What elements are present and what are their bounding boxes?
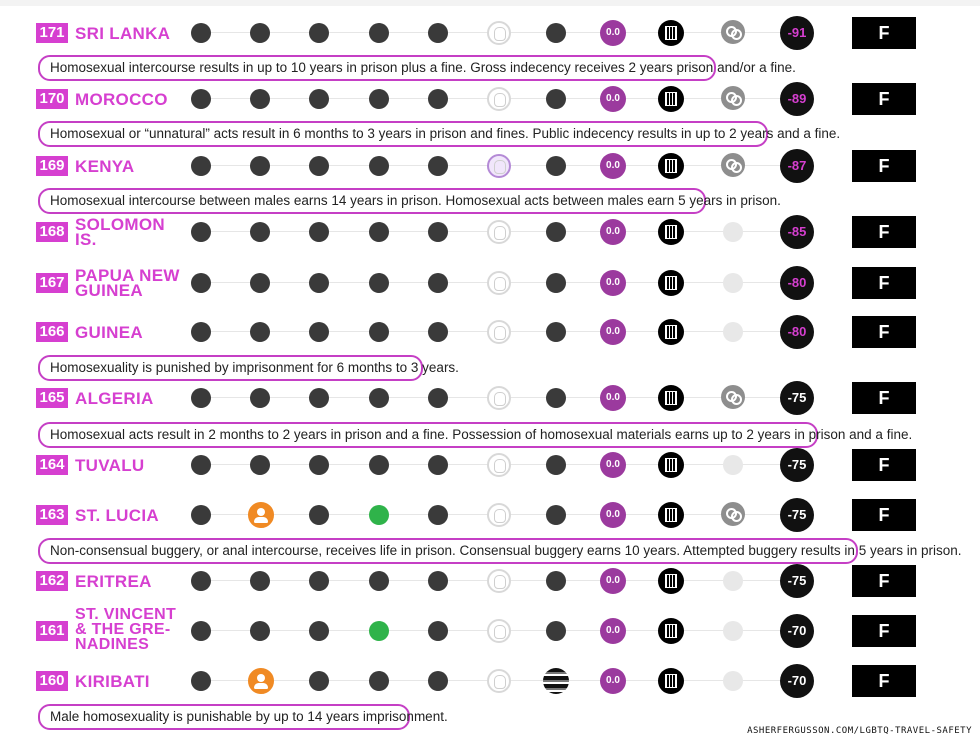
indicator-dot xyxy=(428,388,448,408)
score-zero-badge: 0.0 xyxy=(600,385,626,411)
indicator-dot xyxy=(369,23,389,43)
score-circle: -87 xyxy=(780,149,814,183)
indicator-dot xyxy=(250,89,270,109)
law-note: Homosexual or “unnatural” acts result in 6 months to 3 years in prison and fines. Public indecency results in up to 2 years and a fine. xyxy=(38,121,768,147)
indicator-dot xyxy=(191,322,211,342)
score-circle: -75 xyxy=(780,448,814,482)
indicator-dot xyxy=(428,89,448,109)
grade-box: F xyxy=(852,665,916,697)
score-zero-badge: 0.0 xyxy=(600,452,626,478)
indicator-dot xyxy=(428,322,448,342)
country-name: SOLOMON IS. xyxy=(75,215,165,249)
prison-icon xyxy=(658,153,684,179)
indicator-dot-empty xyxy=(723,571,743,591)
law-note: Homosexual intercourse results in up to 10 years in prison plus a fine. Gross indecency receives 2 years prison and/or a fine. xyxy=(38,55,716,81)
link-icon xyxy=(721,20,745,44)
indicator-dot xyxy=(309,571,329,591)
indicator-dot xyxy=(191,23,211,43)
indicator-dot xyxy=(428,222,448,242)
face-icon xyxy=(487,669,511,693)
score-zero-badge: 0.0 xyxy=(600,270,626,296)
country-name: MOROCCO xyxy=(75,89,168,109)
grade-box: F xyxy=(852,316,916,348)
indicator-dot xyxy=(250,571,270,591)
indicator-dot xyxy=(546,388,566,408)
indicator-dot xyxy=(191,156,211,176)
grade-box: F xyxy=(852,17,916,49)
indicator-dot xyxy=(191,222,211,242)
rank-badge: 163 xyxy=(36,505,68,525)
indicator-dot xyxy=(309,505,329,525)
indicator-dot-empty xyxy=(723,621,743,641)
score-circle: -91 xyxy=(780,16,814,50)
face-icon xyxy=(487,503,511,527)
law-note: Homosexuality is punished by imprisonment for 6 months to 3 years. xyxy=(38,355,423,381)
indicator-dot xyxy=(250,388,270,408)
score-zero-badge: 0.0 xyxy=(600,568,626,594)
indicator-dot xyxy=(250,273,270,293)
link-icon xyxy=(721,385,745,409)
rank-badge: 165 xyxy=(36,388,68,408)
indicator-dot xyxy=(428,156,448,176)
indicator-dot xyxy=(546,322,566,342)
score-circle: -70 xyxy=(780,614,814,648)
face-icon xyxy=(487,453,511,477)
country-name: ST. LUCIA xyxy=(75,505,159,525)
flag-stripes-icon xyxy=(543,668,569,694)
indicator-dot xyxy=(250,455,270,475)
country-row xyxy=(0,262,980,302)
grade-box: F xyxy=(852,499,916,531)
indicator-dot xyxy=(250,23,270,43)
score-zero-badge: 0.0 xyxy=(600,20,626,46)
country-name: KENYA xyxy=(75,156,135,176)
indicator-dot-empty xyxy=(723,671,743,691)
indicator-dot xyxy=(546,621,566,641)
indicator-dot xyxy=(309,322,329,342)
score-zero-badge: 0.0 xyxy=(600,153,626,179)
indicator-dot-empty xyxy=(723,222,743,242)
indicator-dot-empty xyxy=(723,455,743,475)
face-icon xyxy=(487,569,511,593)
indicator-dot xyxy=(546,222,566,242)
indicator-dot xyxy=(546,156,566,176)
person-icon xyxy=(248,668,274,694)
score-zero-badge: 0.0 xyxy=(600,319,626,345)
rank-badge: 167 xyxy=(36,273,68,293)
indicator-dot xyxy=(369,156,389,176)
indicator-dot xyxy=(309,89,329,109)
rank-badge: 170 xyxy=(36,89,68,109)
face-icon xyxy=(487,619,511,643)
indicator-dot xyxy=(369,455,389,475)
indicator-dot xyxy=(191,621,211,641)
score-circle: -80 xyxy=(780,315,814,349)
indicator-dot xyxy=(428,273,448,293)
prison-icon xyxy=(658,668,684,694)
rank-badge: 168 xyxy=(36,222,68,242)
indicator-dot xyxy=(309,273,329,293)
indicator-dot xyxy=(428,505,448,525)
link-icon xyxy=(721,502,745,526)
indicator-dot xyxy=(546,571,566,591)
indicator-dot xyxy=(369,322,389,342)
indicator-dot xyxy=(428,621,448,641)
prison-icon xyxy=(658,20,684,46)
indicator-dot xyxy=(191,571,211,591)
law-note: Homosexual acts result in 2 months to 2 years in prison and a fine. Possession of homosexual materials earns up to 2 years in prison and a fine. xyxy=(38,422,818,448)
face-icon xyxy=(487,154,511,178)
indicator-dot xyxy=(191,89,211,109)
indicator-dot-green xyxy=(369,621,389,641)
indicator-dot xyxy=(191,273,211,293)
score-zero-badge: 0.0 xyxy=(600,618,626,644)
face-icon xyxy=(487,21,511,45)
law-note: Homosexual intercourse between males earns 14 years in prison. Homosexual acts between males earn 5 years in prison. xyxy=(38,188,706,214)
indicator-dot xyxy=(309,388,329,408)
country-name: SRI LANKA xyxy=(75,23,171,43)
rank-badge: 162 xyxy=(36,571,68,591)
face-icon xyxy=(487,87,511,111)
indicator-dot xyxy=(369,222,389,242)
indicator-dot xyxy=(428,23,448,43)
score-zero-badge: 0.0 xyxy=(600,86,626,112)
prison-icon xyxy=(658,86,684,112)
law-note: Male homosexuality is punishable by up to 14 years imprisonment. xyxy=(38,704,410,730)
country-name: TUVALU xyxy=(75,455,145,475)
score-circle: -80 xyxy=(780,266,814,300)
prison-icon xyxy=(658,618,684,644)
grade-box: F xyxy=(852,216,916,248)
indicator-dot xyxy=(309,455,329,475)
prison-icon xyxy=(658,452,684,478)
indicator-dot xyxy=(428,571,448,591)
indicator-dot xyxy=(309,671,329,691)
country-row xyxy=(0,560,980,600)
indicator-dot xyxy=(369,273,389,293)
prison-icon xyxy=(658,319,684,345)
indicator-dot xyxy=(191,505,211,525)
country-name: ERITREA xyxy=(75,571,152,591)
indicator-dot-empty xyxy=(723,273,743,293)
grade-box: F xyxy=(852,83,916,115)
country-name: PAPUA NEW GUINEA xyxy=(75,266,180,300)
score-circle: -89 xyxy=(780,82,814,116)
indicator-dot xyxy=(309,222,329,242)
indicator-dot xyxy=(546,273,566,293)
indicator-dot xyxy=(309,23,329,43)
country-row xyxy=(0,660,980,700)
prison-icon xyxy=(658,568,684,594)
indicator-dot xyxy=(369,571,389,591)
indicator-dot xyxy=(191,388,211,408)
score-zero-badge: 0.0 xyxy=(600,219,626,245)
country-name: KIRIBATI xyxy=(75,671,150,691)
score-zero-badge: 0.0 xyxy=(600,668,626,694)
indicator-dot xyxy=(428,671,448,691)
grade-box: F xyxy=(852,565,916,597)
score-circle: -75 xyxy=(780,498,814,532)
country-row xyxy=(0,12,980,52)
person-icon xyxy=(248,502,274,528)
indicator-dot xyxy=(191,671,211,691)
indicator-dot xyxy=(369,89,389,109)
grade-box: F xyxy=(852,267,916,299)
prison-icon xyxy=(658,385,684,411)
score-circle: -85 xyxy=(780,215,814,249)
score-circle: -75 xyxy=(780,381,814,415)
indicator-dot xyxy=(309,621,329,641)
rank-badge: 160 xyxy=(36,671,68,691)
country-name: ALGERIA xyxy=(75,388,154,408)
indicator-dot xyxy=(250,222,270,242)
country-row xyxy=(0,444,980,484)
indicator-dot xyxy=(250,621,270,641)
score-circle: -75 xyxy=(780,564,814,598)
indicator-dot xyxy=(309,156,329,176)
link-icon xyxy=(721,86,745,110)
country-name: ST. VINCENT & THE GRE-NADINES xyxy=(75,605,177,653)
country-row xyxy=(0,211,980,251)
indicator-dot xyxy=(546,23,566,43)
score-circle: -70 xyxy=(780,664,814,698)
indicator-dot xyxy=(546,505,566,525)
face-icon xyxy=(487,220,511,244)
indicator-dot xyxy=(250,156,270,176)
score-zero-badge: 0.0 xyxy=(600,502,626,528)
country-name: GUINEA xyxy=(75,322,143,342)
attribution: ASHERFERGUSSON.COM/LGBTQ-TRAVEL-SAFETY xyxy=(747,726,972,736)
country-row xyxy=(0,145,980,185)
country-row xyxy=(0,311,980,351)
grade-box: F xyxy=(852,150,916,182)
top-edge xyxy=(0,0,980,6)
country-row xyxy=(0,494,980,534)
country-row xyxy=(0,377,980,417)
indicator-dot xyxy=(369,671,389,691)
indicator-dot xyxy=(369,388,389,408)
face-icon xyxy=(487,386,511,410)
rank-badge: 164 xyxy=(36,455,68,475)
face-icon xyxy=(487,271,511,295)
prison-icon xyxy=(658,219,684,245)
grade-box: F xyxy=(852,382,916,414)
law-note: Non-consensual buggery, or anal intercourse, receives life in prison. Consensual buggery earns 10 years. Attempted buggery results in 5 years in prison. xyxy=(38,538,858,564)
indicator-dot-green xyxy=(369,505,389,525)
indicator-dot xyxy=(250,322,270,342)
indicator-dot xyxy=(546,455,566,475)
country-row xyxy=(0,605,980,653)
country-row xyxy=(0,78,980,118)
rank-badge: 169 xyxy=(36,156,68,176)
prison-icon xyxy=(658,502,684,528)
face-icon xyxy=(487,320,511,344)
grade-box: F xyxy=(852,615,916,647)
link-icon xyxy=(721,153,745,177)
indicator-dot xyxy=(191,455,211,475)
rank-badge: 166 xyxy=(36,322,68,342)
indicator-dot xyxy=(546,89,566,109)
grade-box: F xyxy=(852,449,916,481)
rank-badge: 161 xyxy=(36,621,68,641)
prison-icon xyxy=(658,270,684,296)
indicator-dot-empty xyxy=(723,322,743,342)
indicator-dot xyxy=(428,455,448,475)
rank-badge: 171 xyxy=(36,23,68,43)
